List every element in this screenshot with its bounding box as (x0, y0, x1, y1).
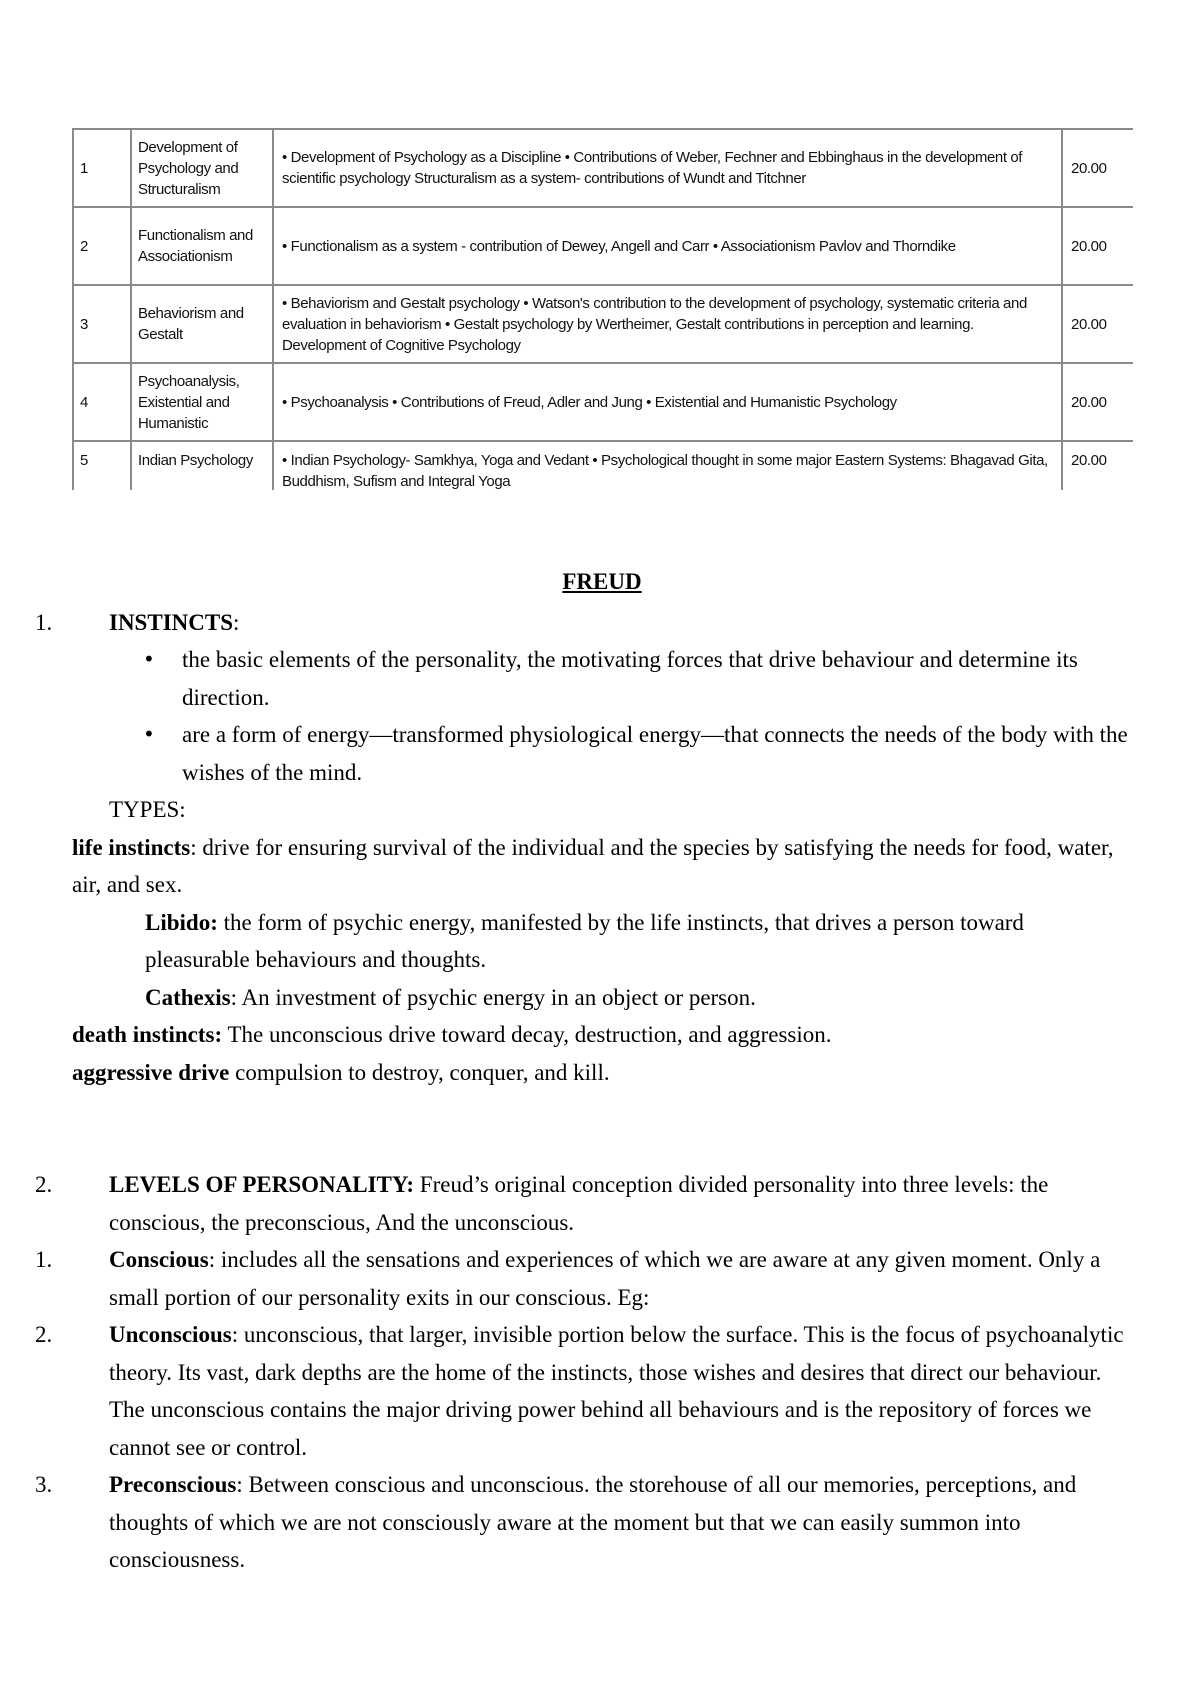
definition-text: : drive for ensuring survival of the individual and the species by satisfying the needs for food, water, air, and sex. (72, 834, 1114, 897)
unit-number: 3 (73, 285, 131, 363)
section-title: INSTINCTS (109, 609, 233, 635)
term: aggressive drive (72, 1059, 230, 1085)
table-row (73, 129, 1133, 207)
unit-title: Functionalism and Associationism (131, 207, 273, 285)
unit-marks: 20.00 (1062, 441, 1133, 490)
death-instincts-definition (72, 1016, 1132, 1054)
table-row (73, 207, 1133, 285)
types-label: TYPES: (109, 797, 186, 822)
section-number: 2. (35, 1172, 53, 1197)
unit-number: 5 (73, 441, 131, 490)
syllabus-table (72, 128, 1133, 490)
cathexis-definition (72, 979, 1132, 1017)
definition-text: : includes all the sensations and experiences of which we are aware at any given moment. Only a small portion of our personality exits in our conscious. Eg: (109, 1247, 1101, 1310)
instincts-bullet-list (72, 641, 1132, 791)
section-text: Freud’s original conception divided personality into three levels: the conscious, the preconscious, And the unconscious. (109, 1172, 1049, 1235)
syllabus-table-image (72, 128, 1133, 490)
definition-text: The unconscious drive toward decay, destruction, and aggression. (222, 1022, 832, 1047)
level-preconscious (35, 1466, 1132, 1579)
definition-text: compulsion to destroy, conquer, and kill. (229, 1059, 610, 1085)
section-number: 1. (35, 609, 53, 635)
definition-text: the form of psychic energy, manifested by the life instincts, that drives a person toward pleasurable behaviours and thoughts. (145, 909, 1024, 972)
table-row (73, 441, 1133, 490)
unit-title: Psychoanalysis, Existential and Humanistic (131, 363, 273, 441)
unit-description: • Indian Psychology- Samkhya, Yoga and Vedant • Psychological thought in some major Eastern Systems: Bhagavad Gita, Buddhism, Sufism and Integral Yoga (273, 441, 1062, 490)
definition-text: : Between conscious and unconscious. the storehouse of all our memories, perceptions, and thoughts of which we are not consciously aware at the moment but that we can easily summon into consciousness. (109, 1472, 1077, 1572)
spacer (72, 1091, 1132, 1166)
unit-number: 1 (73, 129, 131, 207)
definition-text: : An investment of psychic energy in an object or person. (230, 984, 756, 1010)
life-instincts-definition (72, 829, 1132, 904)
list-item: • the basic elements of the personality, the motivating forces that drive behaviour and determine its direction. (72, 641, 1132, 716)
section-title: LEVELS OF PERSONALITY: (109, 1172, 415, 1197)
item-number: 2. (35, 1322, 53, 1347)
item-number: 3. (35, 1472, 53, 1497)
term: death instincts: (72, 1022, 223, 1047)
unit-marks: 20.00 (1062, 363, 1133, 441)
section-instincts-heading (35, 604, 1132, 642)
section-colon: : (233, 609, 240, 635)
term: Cathexis (145, 984, 231, 1010)
unit-description: • Functionalism as a system - contribution of Dewey, Angell and Carr • Associationism Pavlov and Thorndike (273, 207, 1062, 285)
unit-marks: 20.00 (1062, 285, 1133, 363)
level-unconscious (35, 1316, 1132, 1466)
unit-title: Development of Psychology and Structuralism (131, 129, 273, 207)
unit-description: • Psychoanalysis • Contributions of Freud, Adler and Jung • Existential and Humanistic Psychology (273, 363, 1062, 441)
unit-title: Indian Psychology (131, 441, 273, 490)
unit-description: • Behaviorism and Gestalt psychology • Watson's contribution to the development of psychology, systematic criteria and evaluation in behaviorism • Gestalt psychology by Wertheimer, Gestalt contributions in perception and learning. Development of Cognitive Psychology (273, 285, 1062, 363)
term: Conscious (109, 1247, 209, 1272)
unit-description: • Development of Psychology as a Discipline • Contributions of Weber, Fechner and Ebbinghaus in the development of scientific psychology Structuralism as a system- contributions of Wundt and Titchner (273, 129, 1062, 207)
term: Unconscious (109, 1322, 232, 1347)
page-title: FREUD (562, 569, 642, 594)
level-conscious (35, 1241, 1132, 1316)
item-number: 1. (35, 1247, 53, 1272)
notes-body (35, 563, 1132, 1579)
section-levels-heading (35, 1166, 1132, 1241)
unit-number: 2 (73, 207, 131, 285)
table-row (73, 285, 1133, 363)
term: Libido: (145, 909, 218, 935)
aggressive-drive-definition (72, 1054, 1132, 1092)
definition-text: : unconscious, that larger, invisible portion below the surface. This is the focus of psychoanalytic theory. Its vast, dark depths are the home of the instincts, those wishes and desires that direct our behaviour. The unconscious contains the major driving power behind all behaviours and is the repository of forces we cannot see or control. (109, 1322, 1124, 1460)
libido-definition (72, 904, 1132, 979)
table-row (73, 363, 1133, 441)
unit-marks: 20.00 (1062, 129, 1133, 207)
term: life instincts (72, 834, 191, 860)
unit-number: 4 (73, 363, 131, 441)
unit-title: Behaviorism and Gestalt (131, 285, 273, 363)
list-item: • are a form of energy—transformed physiological energy—that connects the needs of the body with the wishes of the mind. (72, 716, 1132, 791)
term: Preconscious (109, 1472, 237, 1497)
unit-marks: 20.00 (1062, 207, 1133, 285)
